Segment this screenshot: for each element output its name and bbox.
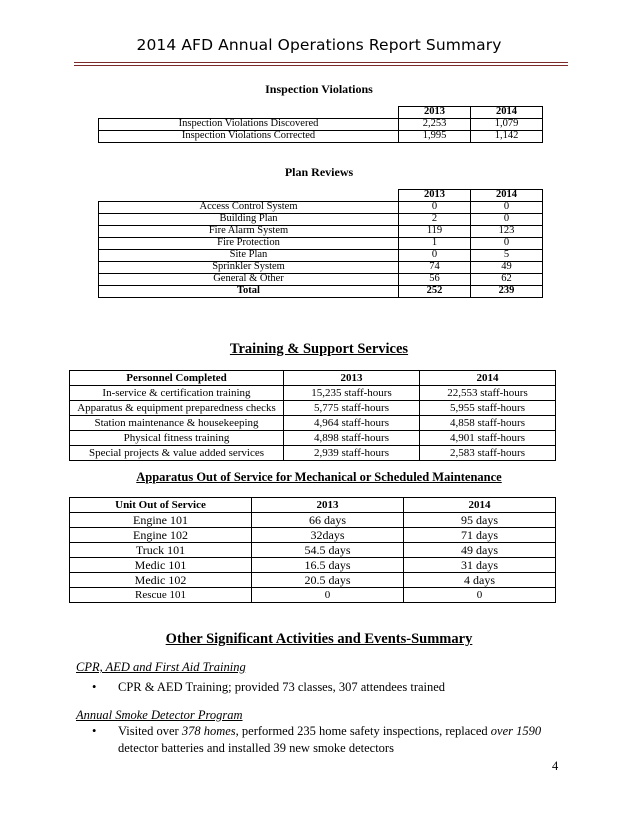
table-row — [70, 386, 556, 401]
row-label: In-service & certification training — [70, 386, 284, 401]
smoke-homes-count: 378 homes — [181, 724, 236, 738]
value-2014: 49 days — [404, 543, 556, 558]
column-header-2013: 2013 — [284, 371, 420, 386]
value-2013: 2,253 — [399, 119, 471, 131]
column-header-2014: 2014 — [471, 107, 543, 119]
value-2014: 0 — [471, 202, 543, 214]
bullet-glyph: • — [92, 724, 97, 738]
value-2013: 20.5 days — [252, 573, 404, 588]
table-row — [99, 226, 543, 238]
row-label: Engine 101 — [70, 513, 252, 528]
value-2013: 1,995 — [399, 131, 471, 143]
row-label: Special projects & value added services — [70, 446, 284, 461]
table-header-row — [70, 371, 556, 386]
cpr-bullet-text: CPR & AED Training; provided 73 classes, 307 attendees trained — [118, 680, 446, 694]
value-2014: 0 — [471, 238, 543, 250]
smoke-detector-heading: Annual Smoke Detector Program — [76, 708, 243, 722]
bullet-glyph: • — [92, 680, 97, 694]
table-row — [70, 401, 556, 416]
plan-reviews-heading: Plan Reviews — [284, 165, 354, 179]
value-2013: 0 — [252, 588, 404, 603]
table-row — [70, 543, 556, 558]
table-row — [70, 573, 556, 588]
value-2013: 4,964 staff-hours — [284, 416, 420, 431]
value-2013: 5,775 staff-hours — [284, 401, 420, 416]
value-2014: 4,858 staff-hours — [420, 416, 556, 431]
row-label: General & Other — [99, 274, 399, 286]
value-2013: 1 — [399, 238, 471, 250]
row-label: Truck 101 — [70, 543, 252, 558]
table-row — [70, 513, 556, 528]
table-row — [70, 416, 556, 431]
row-label: Medic 102 — [70, 573, 252, 588]
table-row — [99, 131, 543, 143]
value-2014: 0 — [404, 588, 556, 603]
value-2013: 0 — [399, 250, 471, 262]
row-label: Sprinkler System — [99, 262, 399, 274]
empty-header-cell — [99, 190, 399, 202]
value-2013: 32days — [252, 528, 404, 543]
value-2014: 1,142 — [471, 131, 543, 143]
row-label: Site Plan — [99, 250, 399, 262]
total-2013: 252 — [399, 286, 471, 298]
row-label: Station maintenance & housekeeping — [70, 416, 284, 431]
value-2013: 56 — [399, 274, 471, 286]
column-header-2014: 2014 — [404, 498, 556, 513]
value-2014: 123 — [471, 226, 543, 238]
plan-reviews-table — [98, 189, 543, 298]
row-label: Inspection Violations Discovered — [99, 119, 399, 131]
page-title: 2014 AFD Annual Operations Report Summary — [136, 36, 502, 54]
table-row — [99, 238, 543, 250]
row-label: Access Control System — [99, 202, 399, 214]
row-label: Medic 101 — [70, 558, 252, 573]
row-label: Inspection Violations Corrected — [99, 131, 399, 143]
table-header-row — [99, 107, 543, 119]
row-label: Engine 102 — [70, 528, 252, 543]
table-row — [99, 119, 543, 131]
value-2014: 2,583 staff-hours — [420, 446, 556, 461]
value-2014: 4 days — [404, 573, 556, 588]
table-row — [99, 262, 543, 274]
value-2013: 4,898 staff-hours — [284, 431, 420, 446]
row-label: Fire Protection — [99, 238, 399, 250]
table-row — [70, 558, 556, 573]
value-2014: 22,553 staff-hours — [420, 386, 556, 401]
value-2013: 16.5 days — [252, 558, 404, 573]
table-row — [99, 202, 543, 214]
table-header-row — [99, 190, 543, 202]
column-header-2013: 2013 — [399, 190, 471, 202]
value-2013: 119 — [399, 226, 471, 238]
column-header-2013: 2013 — [252, 498, 404, 513]
value-2014: 0 — [471, 214, 543, 226]
cpr-training-heading: CPR, AED and First Aid Training — [76, 660, 246, 674]
total-label: Total — [99, 286, 399, 298]
inspection-violations-heading: Inspection Violations — [265, 82, 373, 96]
value-2014: 49 — [471, 262, 543, 274]
smoke-batteries-count: over 1590 — [490, 724, 542, 738]
training-heading: Training & Support Services — [229, 341, 409, 357]
value-2013: 0 — [399, 202, 471, 214]
value-2014: 4,901 staff-hours — [420, 431, 556, 446]
column-header-personnel: Personnel Completed — [70, 371, 284, 386]
table-row — [70, 431, 556, 446]
table-row — [99, 250, 543, 262]
row-label: Fire Alarm System — [99, 226, 399, 238]
smoke-text-part: detector batteries and installed 39 new smoke detectors — [118, 741, 394, 755]
row-label: Apparatus & equipment preparedness checks — [70, 401, 284, 416]
row-label: Rescue 101 — [70, 588, 252, 603]
value-2014: 95 days — [404, 513, 556, 528]
value-2013: 54.5 days — [252, 543, 404, 558]
column-header-unit: Unit Out of Service — [70, 498, 252, 513]
value-2013: 74 — [399, 262, 471, 274]
row-label: Physical fitness training — [70, 431, 284, 446]
apparatus-heading: Apparatus Out of Service for Mechanical or Scheduled Maintenance — [136, 470, 502, 484]
table-row — [70, 588, 556, 603]
value-2013: 66 days — [252, 513, 404, 528]
table-row — [70, 446, 556, 461]
value-2014: 5,955 staff-hours — [420, 401, 556, 416]
apparatus-table — [69, 497, 556, 603]
row-label: Building Plan — [99, 214, 399, 226]
value-2014: 1,079 — [471, 119, 543, 131]
value-2014: 71 days — [404, 528, 556, 543]
table-row — [99, 274, 543, 286]
total-2014: 239 — [471, 286, 543, 298]
smoke-text-part: , performed 235 home safety inspections, replaced — [235, 724, 491, 738]
training-table — [69, 370, 556, 461]
column-header-2013: 2013 — [399, 107, 471, 119]
value-2013: 15,235 staff-hours — [284, 386, 420, 401]
table-row — [99, 214, 543, 226]
table-row — [70, 528, 556, 543]
value-2013: 2,939 staff-hours — [284, 446, 420, 461]
column-header-2014: 2014 — [471, 190, 543, 202]
other-activities-heading: Other Significant Activities and Events-Summary — [165, 631, 473, 647]
total-row — [99, 286, 543, 298]
table-header-row — [70, 498, 556, 513]
value-2014: 31 days — [404, 558, 556, 573]
smoke-text-part: Visited over — [118, 724, 182, 738]
inspection-violations-table — [98, 106, 543, 143]
column-header-2014: 2014 — [420, 371, 556, 386]
smoke-bullet-text — [118, 723, 578, 757]
header-rule — [74, 62, 568, 66]
page-number: 4 — [552, 759, 559, 773]
value-2014: 5 — [471, 250, 543, 262]
empty-header-cell — [99, 107, 399, 119]
value-2014: 62 — [471, 274, 543, 286]
value-2013: 2 — [399, 214, 471, 226]
